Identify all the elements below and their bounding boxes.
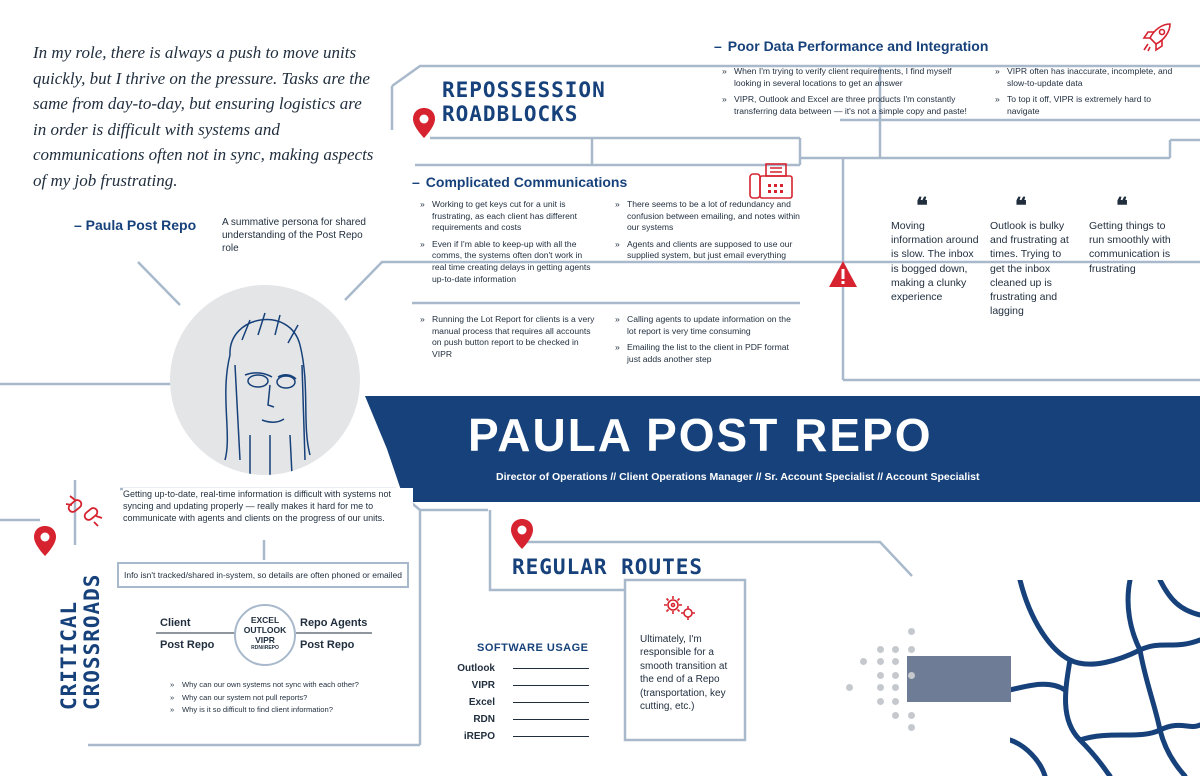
- comms-right-list: [615, 199, 810, 267]
- software-title: SOFTWARE USAGE: [477, 642, 589, 654]
- map-block: [907, 656, 1011, 702]
- software-label: iREPO: [463, 731, 495, 742]
- comms-title: – Complicated Communications: [412, 174, 633, 190]
- list-item: » VIPR, Outlook and Excel are three products I'm constantly transferring data between — it's not a simple copy and paste!: [722, 94, 977, 117]
- comms-left-list: [420, 199, 595, 290]
- user-quote: Getting things to run smoothly with communication is frustrating: [1089, 220, 1171, 275]
- list-item: » There seems to be a lot of redundancy and confusion between emailing, and notes within our systems: [615, 199, 810, 234]
- usage-bar: [513, 702, 589, 704]
- usage-bar: [513, 685, 589, 687]
- list-item: » VIPR often has inaccurate, incomplete, and slow-to-update data: [995, 66, 1175, 89]
- user-quote: Moving information around is slow. The inbox is bogged down, making a clunky experience: [891, 220, 979, 304]
- list-item: » Why is it so difficult to find client information?: [170, 704, 400, 716]
- list-item: » Calling agents to update information on the lot report is very time consuming: [615, 314, 800, 337]
- list-item: » To top it off, VIPR is extremely hard to navigate: [995, 94, 1175, 117]
- list-item: » When I'm trying to verify client requirements, I find myself looking in several locations to get an answer: [722, 66, 977, 89]
- list-item: » Even if I'm able to keep-up with all the comms, the systems often don't work in real time creating delays in getting agents up-to-date information: [420, 239, 595, 285]
- quote-mark-icon: ❝: [916, 193, 928, 219]
- crossroads-title: [58, 550, 104, 710]
- persona-note: A summative persona for shared understanding of the Post Repo role: [222, 217, 366, 254]
- crossroads-left-bottom: Post Repo: [160, 639, 215, 651]
- list-item: » Why can our own systems not sync with each other?: [170, 679, 400, 691]
- usage-bar: [513, 668, 589, 670]
- roadblocks-title: [442, 78, 606, 126]
- crossroads-left-top: Client: [160, 617, 191, 629]
- crossroads-right-top: Repo Agents: [300, 617, 368, 629]
- poor-data-title: – Poor Data Performance and Integration: [708, 38, 994, 54]
- hub-vipr: VIPR: [255, 635, 275, 645]
- routes-title: REGULAR ROUTES: [512, 555, 704, 579]
- roadblocks-title-line2: ROADBLOCKS: [442, 102, 579, 126]
- dot-pattern: [840, 620, 920, 740]
- list-item: » Working to get keys cut for a unit is frustrating, as each client has different requirements and costs: [420, 199, 595, 234]
- roadblocks-title-line1: REPOSSESSION: [442, 78, 606, 102]
- comms-left-list-2: [420, 314, 595, 365]
- hub-excel: EXCEL: [250, 615, 280, 625]
- usage-bar: [513, 719, 589, 721]
- rocket-icon: [1140, 18, 1176, 59]
- software-label: Excel: [468, 697, 495, 708]
- comms-right-list-2: [615, 314, 800, 370]
- quote-mark-icon: ❝: [1015, 193, 1027, 219]
- list-item: » Running the Lot Report for clients is a very manual process that requires all accounts on push button report to be checked in VIPR: [420, 314, 595, 360]
- location-pin-icon: [413, 108, 435, 143]
- gears-icon: [662, 594, 698, 627]
- intro-quote: In my role, there is always a push to move units quickly, but I thrive on the pressure. Tasks are the same from day-to-day, but ensuring logistics are in order is difficult with systems and communications often not in sync, making aspects of my job frustrating.: [33, 43, 374, 190]
- location-pin-icon: [511, 519, 533, 554]
- crossroads-questions: [170, 679, 400, 717]
- signature: – Paula Post Repo: [74, 217, 197, 233]
- crossroads-title-line2: CROSSROADS: [80, 573, 104, 710]
- avatar: [170, 285, 360, 475]
- poor-data-right-list: [995, 66, 1175, 122]
- map-roads-graphic: [1010, 580, 1200, 776]
- poor-data-title-text: Poor Data Performance and Integration: [727, 38, 989, 54]
- warning-icon: [828, 260, 858, 293]
- systems-hub: [234, 604, 296, 666]
- usage-bar: [513, 736, 589, 738]
- software-label: Outlook: [457, 663, 495, 674]
- persona-name: PAULA POST REPO: [468, 409, 933, 461]
- quote-mark-icon: ❝: [1116, 193, 1128, 219]
- comms-title-text: Complicated Communications: [425, 174, 628, 190]
- list-item: » Emailing the list to the client in PDF format just adds another step: [615, 342, 800, 365]
- software-usage-list: [445, 660, 589, 745]
- poor-data-left-list: [722, 66, 977, 122]
- hub-outlook: OUTLOOK: [243, 625, 287, 635]
- portrait-sketch-icon: [170, 285, 360, 475]
- broken-link-icon: [64, 492, 104, 533]
- crossroads-right-bottom: Post Repo: [300, 639, 355, 651]
- software-label: VIPR: [471, 680, 495, 691]
- list-item: » Agents and clients are supposed to use our supplied system, but just email everything: [615, 239, 810, 262]
- user-quote: Outlook is bulky and frustrating at times. Trying to get the inbox cleaned up is frustrating and lagging: [990, 220, 1069, 318]
- list-item: » Why can our system not pull reports?: [170, 692, 400, 704]
- routes-box-text: Ultimately, I'm responsible for a smooth transition at the end of a Repo (transportation, key cutting, etc.): [640, 634, 728, 713]
- persona-roles: Director of Operations // Client Operations Manager // Sr. Account Specialist // Account Specialist: [496, 471, 980, 483]
- location-pin-icon: [34, 526, 56, 561]
- crossroads-title-line1: CRITICAL: [57, 600, 81, 710]
- software-label: RDN: [473, 714, 495, 725]
- crossroads-intro: Getting up-to-date, real-time information is difficult with systems not syncing and updating properly — really makes it hard for me to communicate with agents and clients on the progress of our units.: [123, 488, 413, 525]
- hub-rdn-irepo: RDN/iREPO: [251, 645, 279, 651]
- crossroads-box-text: Info isn't tracked/shared in-system, so details are often phoned or emailed: [123, 570, 403, 580]
